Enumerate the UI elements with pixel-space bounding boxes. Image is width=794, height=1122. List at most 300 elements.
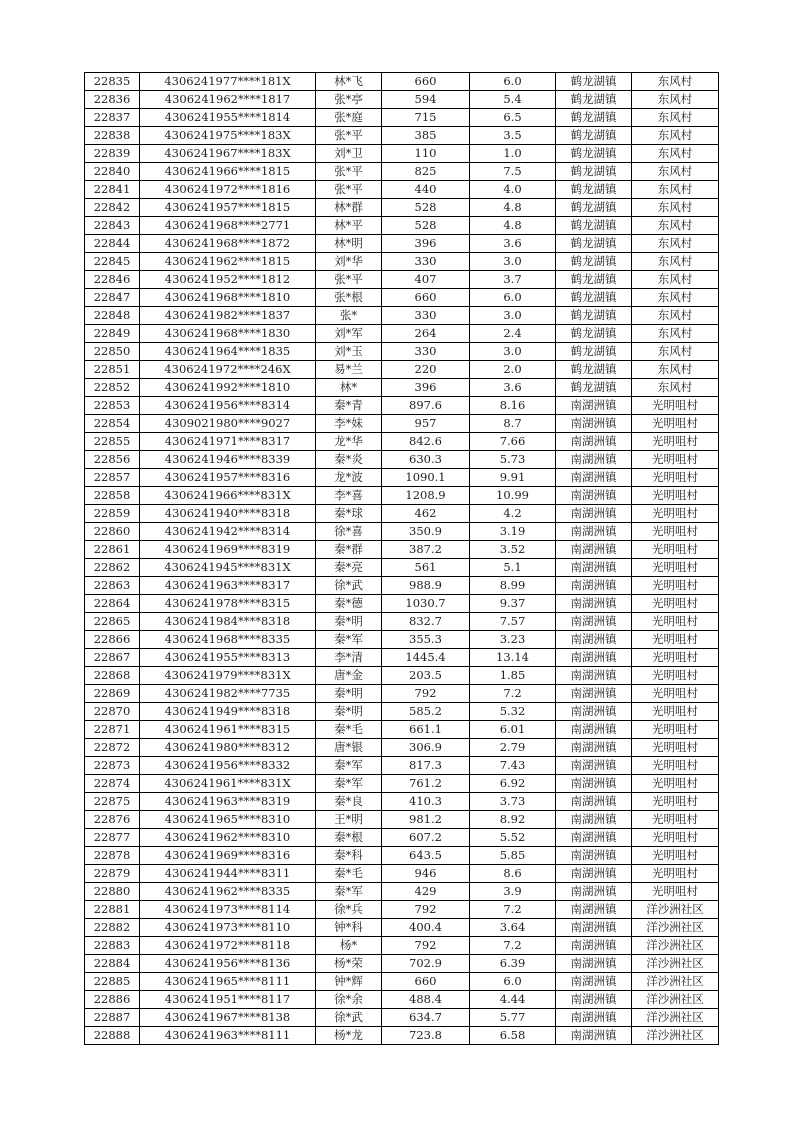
person-name-cell: 张*平 bbox=[316, 127, 382, 145]
amount-cell: 825 bbox=[382, 163, 470, 181]
amount-cell: 264 bbox=[382, 325, 470, 343]
area-cell: 7.66 bbox=[470, 433, 556, 451]
table-row bbox=[85, 865, 719, 883]
id-number-cell: 4306241962****1815 bbox=[140, 253, 316, 271]
row-index-cell: 22848 bbox=[85, 307, 140, 325]
amount-cell: 1030.7 bbox=[382, 595, 470, 613]
person-name-cell: 秦*军 bbox=[316, 631, 382, 649]
id-number-cell: 4306241972****8118 bbox=[140, 937, 316, 955]
amount-cell: 832.7 bbox=[382, 613, 470, 631]
town-cell: 鹤龙湖镇 bbox=[556, 253, 632, 271]
amount-cell: 981.2 bbox=[382, 811, 470, 829]
town-cell: 南湖洲镇 bbox=[556, 865, 632, 883]
town-cell: 南湖洲镇 bbox=[556, 451, 632, 469]
area-cell: 3.23 bbox=[470, 631, 556, 649]
table-row bbox=[85, 613, 719, 631]
town-cell: 南湖洲镇 bbox=[556, 685, 632, 703]
amount-cell: 528 bbox=[382, 199, 470, 217]
id-number-cell: 4306241972****1816 bbox=[140, 181, 316, 199]
town-cell: 南湖洲镇 bbox=[556, 595, 632, 613]
village-cell: 光明咀村 bbox=[632, 775, 719, 793]
town-cell: 鹤龙湖镇 bbox=[556, 181, 632, 199]
amount-cell: 643.5 bbox=[382, 847, 470, 865]
table-row bbox=[85, 883, 719, 901]
table-row bbox=[85, 307, 719, 325]
village-cell: 光明咀村 bbox=[632, 757, 719, 775]
person-name-cell: 刘*华 bbox=[316, 253, 382, 271]
table-row bbox=[85, 991, 719, 1009]
row-index-cell: 22870 bbox=[85, 703, 140, 721]
person-name-cell: 秦*青 bbox=[316, 397, 382, 415]
area-cell: 3.64 bbox=[470, 919, 556, 937]
table-row bbox=[85, 847, 719, 865]
village-cell: 洋沙洲社区 bbox=[632, 901, 719, 919]
town-cell: 南湖洲镇 bbox=[556, 613, 632, 631]
person-name-cell: 林*明 bbox=[316, 235, 382, 253]
village-cell: 光明咀村 bbox=[632, 613, 719, 631]
area-cell: 5.73 bbox=[470, 451, 556, 469]
row-index-cell: 22846 bbox=[85, 271, 140, 289]
id-number-cell: 4306241982****1837 bbox=[140, 307, 316, 325]
id-number-cell: 4306241949****8318 bbox=[140, 703, 316, 721]
village-cell: 光明咀村 bbox=[632, 685, 719, 703]
amount-cell: 203.5 bbox=[382, 667, 470, 685]
records-table bbox=[84, 72, 719, 1045]
village-cell: 光明咀村 bbox=[632, 793, 719, 811]
row-index-cell: 22886 bbox=[85, 991, 140, 1009]
amount-cell: 660 bbox=[382, 73, 470, 91]
id-number-cell: 4306241967****183X bbox=[140, 145, 316, 163]
town-cell: 南湖洲镇 bbox=[556, 505, 632, 523]
row-index-cell: 22844 bbox=[85, 235, 140, 253]
town-cell: 南湖洲镇 bbox=[556, 667, 632, 685]
person-name-cell: 秦*球 bbox=[316, 505, 382, 523]
town-cell: 鹤龙湖镇 bbox=[556, 73, 632, 91]
area-cell: 5.85 bbox=[470, 847, 556, 865]
village-cell: 光明咀村 bbox=[632, 541, 719, 559]
person-name-cell: 秦*军 bbox=[316, 757, 382, 775]
table-row bbox=[85, 1009, 719, 1027]
area-cell: 6.0 bbox=[470, 289, 556, 307]
amount-cell: 897.6 bbox=[382, 397, 470, 415]
id-number-cell: 4306241972****246X bbox=[140, 361, 316, 379]
town-cell: 南湖洲镇 bbox=[556, 883, 632, 901]
area-cell: 1.0 bbox=[470, 145, 556, 163]
row-index-cell: 22872 bbox=[85, 739, 140, 757]
records-table-body bbox=[85, 73, 719, 1045]
village-cell: 东风村 bbox=[632, 235, 719, 253]
person-name-cell: 秦*明 bbox=[316, 613, 382, 631]
village-cell: 东风村 bbox=[632, 379, 719, 397]
town-cell: 鹤龙湖镇 bbox=[556, 91, 632, 109]
id-number-cell: 4306241965****8111 bbox=[140, 973, 316, 991]
amount-cell: 607.2 bbox=[382, 829, 470, 847]
table-row bbox=[85, 451, 719, 469]
person-name-cell: 王*明 bbox=[316, 811, 382, 829]
id-number-cell: 4309021980****9027 bbox=[140, 415, 316, 433]
village-cell: 光明咀村 bbox=[632, 847, 719, 865]
village-cell: 光明咀村 bbox=[632, 811, 719, 829]
person-name-cell: 秦*良 bbox=[316, 793, 382, 811]
area-cell: 8.92 bbox=[470, 811, 556, 829]
village-cell: 东风村 bbox=[632, 253, 719, 271]
id-number-cell: 4306241944****8311 bbox=[140, 865, 316, 883]
table-row bbox=[85, 667, 719, 685]
town-cell: 南湖洲镇 bbox=[556, 649, 632, 667]
id-number-cell: 4306241967****8138 bbox=[140, 1009, 316, 1027]
area-cell: 3.0 bbox=[470, 253, 556, 271]
town-cell: 南湖洲镇 bbox=[556, 559, 632, 577]
town-cell: 南湖洲镇 bbox=[556, 541, 632, 559]
area-cell: 8.16 bbox=[470, 397, 556, 415]
town-cell: 南湖洲镇 bbox=[556, 487, 632, 505]
town-cell: 鹤龙湖镇 bbox=[556, 307, 632, 325]
row-index-cell: 22851 bbox=[85, 361, 140, 379]
row-index-cell: 22864 bbox=[85, 595, 140, 613]
row-index-cell: 22881 bbox=[85, 901, 140, 919]
town-cell: 南湖洲镇 bbox=[556, 793, 632, 811]
village-cell: 洋沙洲社区 bbox=[632, 1027, 719, 1045]
amount-cell: 660 bbox=[382, 973, 470, 991]
village-cell: 光明咀村 bbox=[632, 829, 719, 847]
row-index-cell: 22845 bbox=[85, 253, 140, 271]
town-cell: 鹤龙湖镇 bbox=[556, 109, 632, 127]
person-name-cell: 秦*明 bbox=[316, 685, 382, 703]
table-row bbox=[85, 433, 719, 451]
id-number-cell: 4306241957****8316 bbox=[140, 469, 316, 487]
area-cell: 5.32 bbox=[470, 703, 556, 721]
id-number-cell: 4306241973****8114 bbox=[140, 901, 316, 919]
village-cell: 光明咀村 bbox=[632, 577, 719, 595]
amount-cell: 1445.4 bbox=[382, 649, 470, 667]
person-name-cell: 林*平 bbox=[316, 217, 382, 235]
village-cell: 光明咀村 bbox=[632, 469, 719, 487]
village-cell: 东风村 bbox=[632, 199, 719, 217]
row-index-cell: 22869 bbox=[85, 685, 140, 703]
person-name-cell: 秦*毛 bbox=[316, 721, 382, 739]
area-cell: 6.01 bbox=[470, 721, 556, 739]
area-cell: 3.9 bbox=[470, 883, 556, 901]
amount-cell: 330 bbox=[382, 343, 470, 361]
area-cell: 6.92 bbox=[470, 775, 556, 793]
id-number-cell: 4306241961****8315 bbox=[140, 721, 316, 739]
table-row bbox=[85, 235, 719, 253]
town-cell: 南湖洲镇 bbox=[556, 1027, 632, 1045]
table-row bbox=[85, 73, 719, 91]
village-cell: 东风村 bbox=[632, 91, 719, 109]
person-name-cell: 钟*辉 bbox=[316, 973, 382, 991]
person-name-cell: 秦*明 bbox=[316, 703, 382, 721]
id-number-cell: 4306241965****8310 bbox=[140, 811, 316, 829]
id-number-cell: 4306241978****8315 bbox=[140, 595, 316, 613]
village-cell: 东风村 bbox=[632, 163, 719, 181]
id-number-cell: 4306241955****1814 bbox=[140, 109, 316, 127]
village-cell: 光明咀村 bbox=[632, 487, 719, 505]
table-row bbox=[85, 343, 719, 361]
village-cell: 东风村 bbox=[632, 217, 719, 235]
row-index-cell: 22863 bbox=[85, 577, 140, 595]
person-name-cell: 秦*亮 bbox=[316, 559, 382, 577]
area-cell: 5.4 bbox=[470, 91, 556, 109]
amount-cell: 761.2 bbox=[382, 775, 470, 793]
town-cell: 南湖洲镇 bbox=[556, 775, 632, 793]
row-index-cell: 22859 bbox=[85, 505, 140, 523]
amount-cell: 400.4 bbox=[382, 919, 470, 937]
village-cell: 光明咀村 bbox=[632, 667, 719, 685]
town-cell: 鹤龙湖镇 bbox=[556, 361, 632, 379]
id-number-cell: 4306241962****8335 bbox=[140, 883, 316, 901]
area-cell: 2.4 bbox=[470, 325, 556, 343]
row-index-cell: 22865 bbox=[85, 613, 140, 631]
person-name-cell: 秦*毛 bbox=[316, 865, 382, 883]
amount-cell: 660 bbox=[382, 289, 470, 307]
row-index-cell: 22861 bbox=[85, 541, 140, 559]
area-cell: 7.57 bbox=[470, 613, 556, 631]
person-name-cell: 杨* bbox=[316, 937, 382, 955]
village-cell: 光明咀村 bbox=[632, 397, 719, 415]
town-cell: 南湖洲镇 bbox=[556, 901, 632, 919]
town-cell: 鹤龙湖镇 bbox=[556, 145, 632, 163]
town-cell: 南湖洲镇 bbox=[556, 1009, 632, 1027]
amount-cell: 792 bbox=[382, 901, 470, 919]
row-index-cell: 22842 bbox=[85, 199, 140, 217]
village-cell: 东风村 bbox=[632, 361, 719, 379]
amount-cell: 1208.9 bbox=[382, 487, 470, 505]
row-index-cell: 22877 bbox=[85, 829, 140, 847]
village-cell: 东风村 bbox=[632, 289, 719, 307]
area-cell: 2.0 bbox=[470, 361, 556, 379]
row-index-cell: 22855 bbox=[85, 433, 140, 451]
area-cell: 8.7 bbox=[470, 415, 556, 433]
village-cell: 光明咀村 bbox=[632, 649, 719, 667]
row-index-cell: 22840 bbox=[85, 163, 140, 181]
person-name-cell: 李*妹 bbox=[316, 415, 382, 433]
area-cell: 7.2 bbox=[470, 901, 556, 919]
area-cell: 3.6 bbox=[470, 379, 556, 397]
area-cell: 6.0 bbox=[470, 973, 556, 991]
area-cell: 4.2 bbox=[470, 505, 556, 523]
id-number-cell: 4306241968****8335 bbox=[140, 631, 316, 649]
village-cell: 东风村 bbox=[632, 271, 719, 289]
row-index-cell: 22852 bbox=[85, 379, 140, 397]
area-cell: 4.8 bbox=[470, 217, 556, 235]
id-number-cell: 4306241961****831X bbox=[140, 775, 316, 793]
row-index-cell: 22835 bbox=[85, 73, 140, 91]
amount-cell: 330 bbox=[382, 253, 470, 271]
amount-cell: 988.9 bbox=[382, 577, 470, 595]
amount-cell: 462 bbox=[382, 505, 470, 523]
id-number-cell: 4306241975****183X bbox=[140, 127, 316, 145]
person-name-cell: 钟*科 bbox=[316, 919, 382, 937]
amount-cell: 110 bbox=[382, 145, 470, 163]
town-cell: 南湖洲镇 bbox=[556, 721, 632, 739]
person-name-cell: 刘*军 bbox=[316, 325, 382, 343]
person-name-cell: 龙*波 bbox=[316, 469, 382, 487]
row-index-cell: 22839 bbox=[85, 145, 140, 163]
person-name-cell: 易*兰 bbox=[316, 361, 382, 379]
town-cell: 鹤龙湖镇 bbox=[556, 325, 632, 343]
town-cell: 鹤龙湖镇 bbox=[556, 343, 632, 361]
person-name-cell: 唐*金 bbox=[316, 667, 382, 685]
id-number-cell: 4306241968****1872 bbox=[140, 235, 316, 253]
town-cell: 南湖洲镇 bbox=[556, 523, 632, 541]
person-name-cell: 秦*群 bbox=[316, 541, 382, 559]
town-cell: 鹤龙湖镇 bbox=[556, 271, 632, 289]
person-name-cell: 刘*卫 bbox=[316, 145, 382, 163]
row-index-cell: 22885 bbox=[85, 973, 140, 991]
id-number-cell: 4306241962****1817 bbox=[140, 91, 316, 109]
area-cell: 3.7 bbox=[470, 271, 556, 289]
id-number-cell: 4306241980****8312 bbox=[140, 739, 316, 757]
village-cell: 光明咀村 bbox=[632, 703, 719, 721]
area-cell: 5.1 bbox=[470, 559, 556, 577]
amount-cell: 715 bbox=[382, 109, 470, 127]
person-name-cell: 张* bbox=[316, 307, 382, 325]
person-name-cell: 张*平 bbox=[316, 271, 382, 289]
area-cell: 7.5 bbox=[470, 163, 556, 181]
person-name-cell: 龙*华 bbox=[316, 433, 382, 451]
amount-cell: 1090.1 bbox=[382, 469, 470, 487]
amount-cell: 957 bbox=[382, 415, 470, 433]
table-row bbox=[85, 739, 719, 757]
person-name-cell: 李*清 bbox=[316, 649, 382, 667]
row-index-cell: 22849 bbox=[85, 325, 140, 343]
row-index-cell: 22841 bbox=[85, 181, 140, 199]
person-name-cell: 李*喜 bbox=[316, 487, 382, 505]
table-row bbox=[85, 361, 719, 379]
person-name-cell: 林* bbox=[316, 379, 382, 397]
town-cell: 南湖洲镇 bbox=[556, 631, 632, 649]
amount-cell: 702.9 bbox=[382, 955, 470, 973]
table-row bbox=[85, 163, 719, 181]
town-cell: 南湖洲镇 bbox=[556, 829, 632, 847]
person-name-cell: 秦*军 bbox=[316, 775, 382, 793]
table-row bbox=[85, 721, 719, 739]
row-index-cell: 22878 bbox=[85, 847, 140, 865]
person-name-cell: 秦*德 bbox=[316, 595, 382, 613]
row-index-cell: 22875 bbox=[85, 793, 140, 811]
table-row bbox=[85, 703, 719, 721]
id-number-cell: 4306241946****8339 bbox=[140, 451, 316, 469]
person-name-cell: 张*亭 bbox=[316, 91, 382, 109]
amount-cell: 594 bbox=[382, 91, 470, 109]
person-name-cell: 杨*荣 bbox=[316, 955, 382, 973]
id-number-cell: 4306241992****1810 bbox=[140, 379, 316, 397]
id-number-cell: 4306241952****1812 bbox=[140, 271, 316, 289]
amount-cell: 630.3 bbox=[382, 451, 470, 469]
area-cell: 7.2 bbox=[470, 685, 556, 703]
amount-cell: 488.4 bbox=[382, 991, 470, 1009]
person-name-cell: 唐*银 bbox=[316, 739, 382, 757]
area-cell: 7.43 bbox=[470, 757, 556, 775]
id-number-cell: 4306241945****831X bbox=[140, 559, 316, 577]
id-number-cell: 4306241951****8117 bbox=[140, 991, 316, 1009]
village-cell: 洋沙洲社区 bbox=[632, 1009, 719, 1027]
id-number-cell: 4306241963****8319 bbox=[140, 793, 316, 811]
row-index-cell: 22843 bbox=[85, 217, 140, 235]
id-number-cell: 4306241973****8110 bbox=[140, 919, 316, 937]
row-index-cell: 22883 bbox=[85, 937, 140, 955]
town-cell: 南湖洲镇 bbox=[556, 433, 632, 451]
id-number-cell: 4306241979****831X bbox=[140, 667, 316, 685]
id-number-cell: 4306241957****1815 bbox=[140, 199, 316, 217]
row-index-cell: 22879 bbox=[85, 865, 140, 883]
village-cell: 光明咀村 bbox=[632, 721, 719, 739]
row-index-cell: 22876 bbox=[85, 811, 140, 829]
town-cell: 鹤龙湖镇 bbox=[556, 217, 632, 235]
person-name-cell: 刘*玉 bbox=[316, 343, 382, 361]
table-row bbox=[85, 541, 719, 559]
id-number-cell: 4306241962****8310 bbox=[140, 829, 316, 847]
table-row bbox=[85, 289, 719, 307]
amount-cell: 946 bbox=[382, 865, 470, 883]
amount-cell: 634.7 bbox=[382, 1009, 470, 1027]
area-cell: 8.99 bbox=[470, 577, 556, 595]
id-number-cell: 4306241969****8316 bbox=[140, 847, 316, 865]
id-number-cell: 4306241963****8111 bbox=[140, 1027, 316, 1045]
table-row bbox=[85, 811, 719, 829]
town-cell: 南湖洲镇 bbox=[556, 577, 632, 595]
person-name-cell: 秦*炎 bbox=[316, 451, 382, 469]
area-cell: 6.39 bbox=[470, 955, 556, 973]
area-cell: 4.44 bbox=[470, 991, 556, 1009]
town-cell: 南湖洲镇 bbox=[556, 415, 632, 433]
table-row bbox=[85, 901, 719, 919]
row-index-cell: 22867 bbox=[85, 649, 140, 667]
town-cell: 鹤龙湖镇 bbox=[556, 235, 632, 253]
table-row bbox=[85, 919, 719, 937]
town-cell: 南湖洲镇 bbox=[556, 955, 632, 973]
person-name-cell: 秦*科 bbox=[316, 847, 382, 865]
row-index-cell: 22836 bbox=[85, 91, 140, 109]
town-cell: 南湖洲镇 bbox=[556, 469, 632, 487]
table-row bbox=[85, 397, 719, 415]
table-row bbox=[85, 325, 719, 343]
row-index-cell: 22874 bbox=[85, 775, 140, 793]
amount-cell: 396 bbox=[382, 379, 470, 397]
table-row bbox=[85, 127, 719, 145]
village-cell: 东风村 bbox=[632, 325, 719, 343]
table-row bbox=[85, 595, 719, 613]
table-row bbox=[85, 829, 719, 847]
row-index-cell: 22856 bbox=[85, 451, 140, 469]
table-row bbox=[85, 955, 719, 973]
id-number-cell: 4306241968****2771 bbox=[140, 217, 316, 235]
id-number-cell: 4306241969****8319 bbox=[140, 541, 316, 559]
area-cell: 6.58 bbox=[470, 1027, 556, 1045]
town-cell: 鹤龙湖镇 bbox=[556, 163, 632, 181]
table-row bbox=[85, 631, 719, 649]
village-cell: 东风村 bbox=[632, 127, 719, 145]
table-row bbox=[85, 937, 719, 955]
table-row bbox=[85, 559, 719, 577]
town-cell: 南湖洲镇 bbox=[556, 397, 632, 415]
table-row bbox=[85, 793, 719, 811]
table-row bbox=[85, 487, 719, 505]
village-cell: 东风村 bbox=[632, 307, 719, 325]
village-cell: 东风村 bbox=[632, 343, 719, 361]
village-cell: 光明咀村 bbox=[632, 883, 719, 901]
table-row bbox=[85, 271, 719, 289]
village-cell: 洋沙洲社区 bbox=[632, 919, 719, 937]
amount-cell: 407 bbox=[382, 271, 470, 289]
village-cell: 光明咀村 bbox=[632, 415, 719, 433]
town-cell: 南湖洲镇 bbox=[556, 757, 632, 775]
table-row bbox=[85, 217, 719, 235]
area-cell: 5.52 bbox=[470, 829, 556, 847]
table-row bbox=[85, 505, 719, 523]
village-cell: 光明咀村 bbox=[632, 433, 719, 451]
